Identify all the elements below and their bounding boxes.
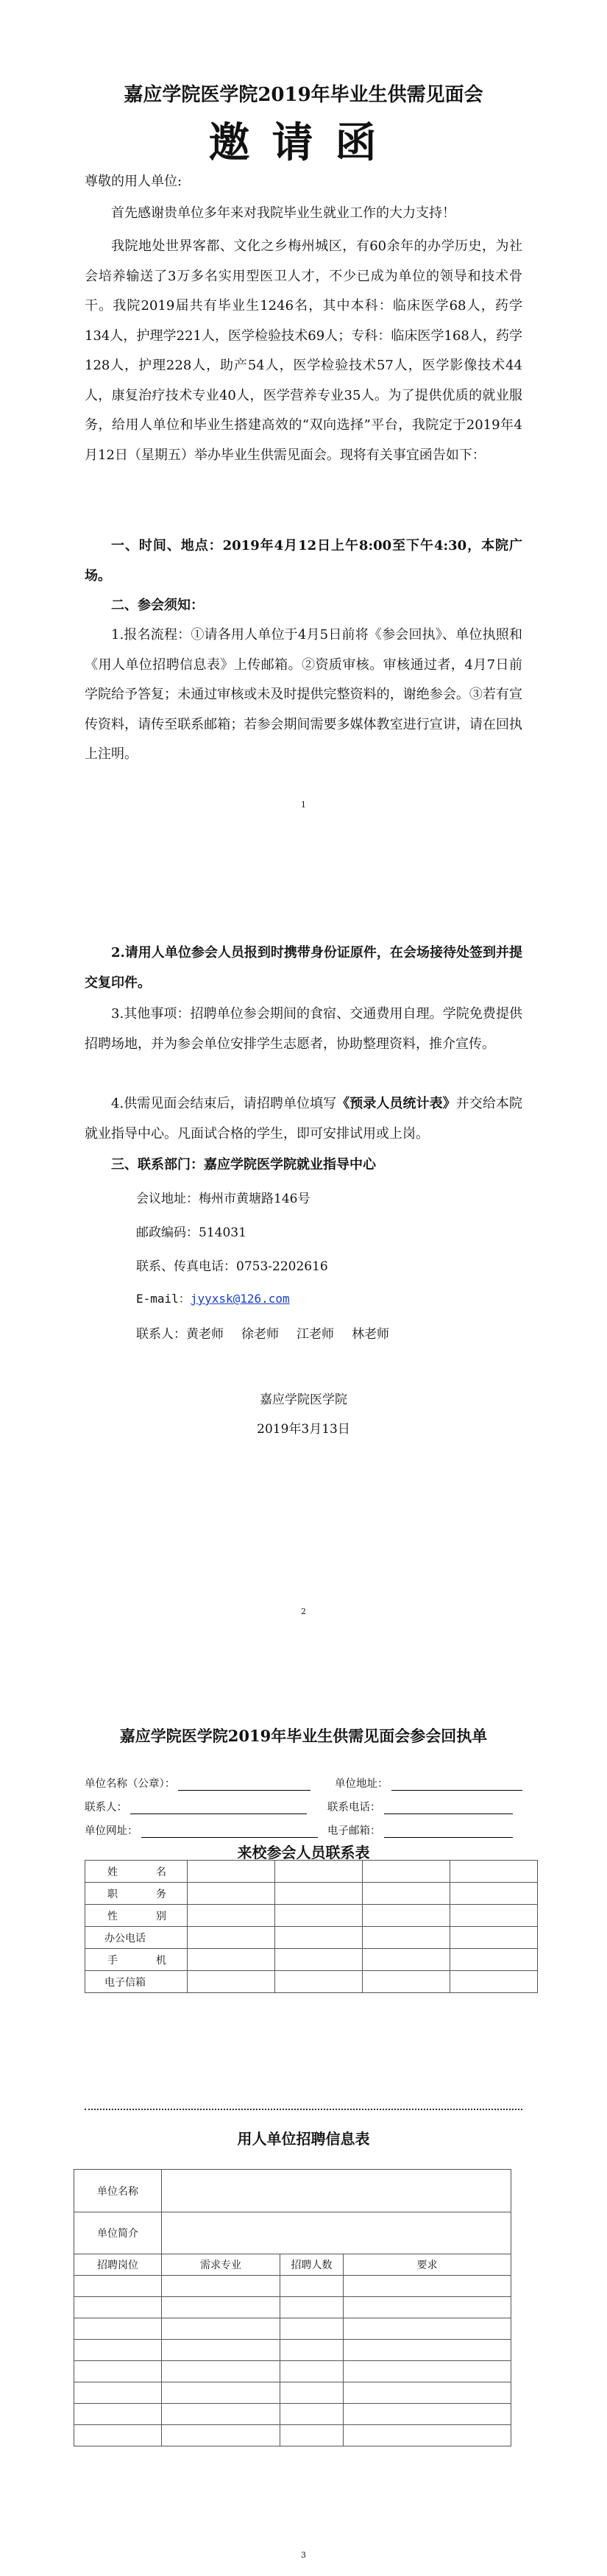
- page-3: [0, 1630, 607, 2576]
- email-field[interactable]: 电子邮箱：: [327, 1822, 513, 1838]
- page-1: [0, 0, 607, 850]
- table-row: [74, 2297, 511, 2318]
- post-fair-note: 4.供需见面会结束后，请招聘单位填写《预录人员统计表》并交给本院就业指导中心。凡面试合格的学生，即可安排试用或上岗。: [85, 1096, 522, 1142]
- recruitment-info-table: [74, 2169, 511, 2446]
- cut-line: [85, 2109, 522, 2110]
- table-row: [74, 2170, 511, 2212]
- attendee-contact-table: [85, 1860, 538, 1993]
- table-row: 职 务: [85, 1883, 538, 1905]
- unit-intro-label: 单位简介: [74, 2212, 162, 2254]
- unit-website-field[interactable]: 单位网址：: [85, 1822, 318, 1838]
- table-row: [74, 2276, 511, 2297]
- contact-person-field[interactable]: 联系人：: [85, 1799, 307, 1814]
- phone-fax: 联系、传真电话：0753-2202616: [136, 1259, 328, 1274]
- table-header-row: 招聘岗位 需求专业 招聘人数 要求: [74, 2254, 511, 2276]
- page-2: [0, 850, 607, 1630]
- page-number: 1: [301, 800, 306, 810]
- table-row: 手 机: [85, 1949, 538, 1971]
- document-title: 嘉应学院医学院2019年毕业生供需见面会: [124, 84, 483, 106]
- contact-table-title: 来校参会人员联系表: [237, 1844, 370, 1861]
- postcode: 邮政编码：514031: [136, 1225, 246, 1240]
- meeting-address: 会议地址：梅州市黄塘路146号: [136, 1192, 310, 1206]
- table-row: 办公电话: [85, 1927, 538, 1949]
- table-row: 姓 名: [85, 1861, 538, 1883]
- contact-phone-field[interactable]: 联系电话：: [327, 1799, 513, 1814]
- signer: 嘉应学院医学院: [260, 1393, 347, 1407]
- checkin-note: 2.请用人单位参会人员报到时携带身份证原件，在会场接待处签到并提交复印件。: [85, 945, 522, 991]
- table-row: 电子信箱: [85, 1971, 538, 1993]
- table-row: [74, 2212, 511, 2254]
- table-row: [74, 2382, 511, 2404]
- thanks-paragraph: 首先感谢贵单位多年来对我院毕业生就业工作的大力支持！: [111, 205, 455, 221]
- unit-name-label: 单位名称: [74, 2170, 162, 2212]
- receipt-title: 嘉应学院医学院2019年毕业生供需见面会参会回执单: [119, 1727, 488, 1745]
- email-link[interactable]: jyyxsk@126.com: [190, 1292, 290, 1306]
- page-number: 2: [301, 1607, 306, 1616]
- section-contact-dept: 三、联系部门：嘉应学院医学院就业指导中心: [111, 1157, 376, 1172]
- section-notice-title: 二、参会须知：: [111, 598, 204, 613]
- table-row: [74, 2340, 511, 2361]
- intro-paragraph: 我院地处世界客都、文化之乡梅州城区，有60余年的办学历史，为社会培养输送了3万多名实用型医卫人才，不少已成为单位的领导和技术骨干。我院2019届共有毕业生1246名，其中本科：临床医学68人，药学134人，护理学221人，医学检验技术69人；专科：临床医学168人，药学128人，护理228人，助产54人，医学检验技术57人，医学影像技术44人，康复治疗技术专业40人，医学营养专业35人。为了提供优质的就业服务，给用人单位和毕业生搭建高效的“双向选择”平台，我院定于2019年4月12日（星期五）举办毕业生供需见面会。现将有关事宜函告如下：: [85, 238, 522, 463]
- recruit-table-title: 用人单位招聘信息表: [237, 2130, 370, 2148]
- unit-name-field[interactable]: 单位名称（公章）：: [85, 1775, 310, 1791]
- table-row: [74, 2318, 511, 2340]
- unit-address-field[interactable]: 单位地址：: [335, 1775, 522, 1791]
- section-time-location: 一、时间、地点：2019年4月12日上午8:00至下午4:30，本院广场。: [85, 538, 522, 584]
- table-row: 性 别: [85, 1905, 538, 1927]
- contact-persons: 联系人：黄老师 徐老师 江老师 林老师: [136, 1327, 389, 1342]
- page-number: 3: [301, 2550, 306, 2560]
- table-row: [74, 2425, 511, 2446]
- sign-date: 2019年3月13日: [257, 1422, 350, 1437]
- table-row: [74, 2404, 511, 2425]
- registration-process: 1.报名流程：①请各用人单位于4月5日前将《参会回执》、单位执照和《用人单位招聘信息表》上传邮箱。②资质审核。审核通过者，4月7日前学院给予答复；未通过审核或未及时提供完整资料的，谢绝参会。③若有宣传资料，请传至联系邮箱；若参会期间需要多媒体教室进行宣讲，请在回执上注明。: [85, 627, 522, 762]
- email-line: E-mail：jyyxsk@126.com: [136, 1292, 290, 1306]
- other-matters: 3.其他事项：招聘单位参会期间的食宿、交通费用自理。学院免费提供招聘场地，并为参会单位安排学生志愿者，协助整理资料，推介宣传。: [85, 1006, 522, 1052]
- invitation-heading: 邀请函: [208, 118, 399, 167]
- table-row: [74, 2361, 511, 2382]
- salutation: 尊敬的用人单位:: [85, 174, 182, 189]
